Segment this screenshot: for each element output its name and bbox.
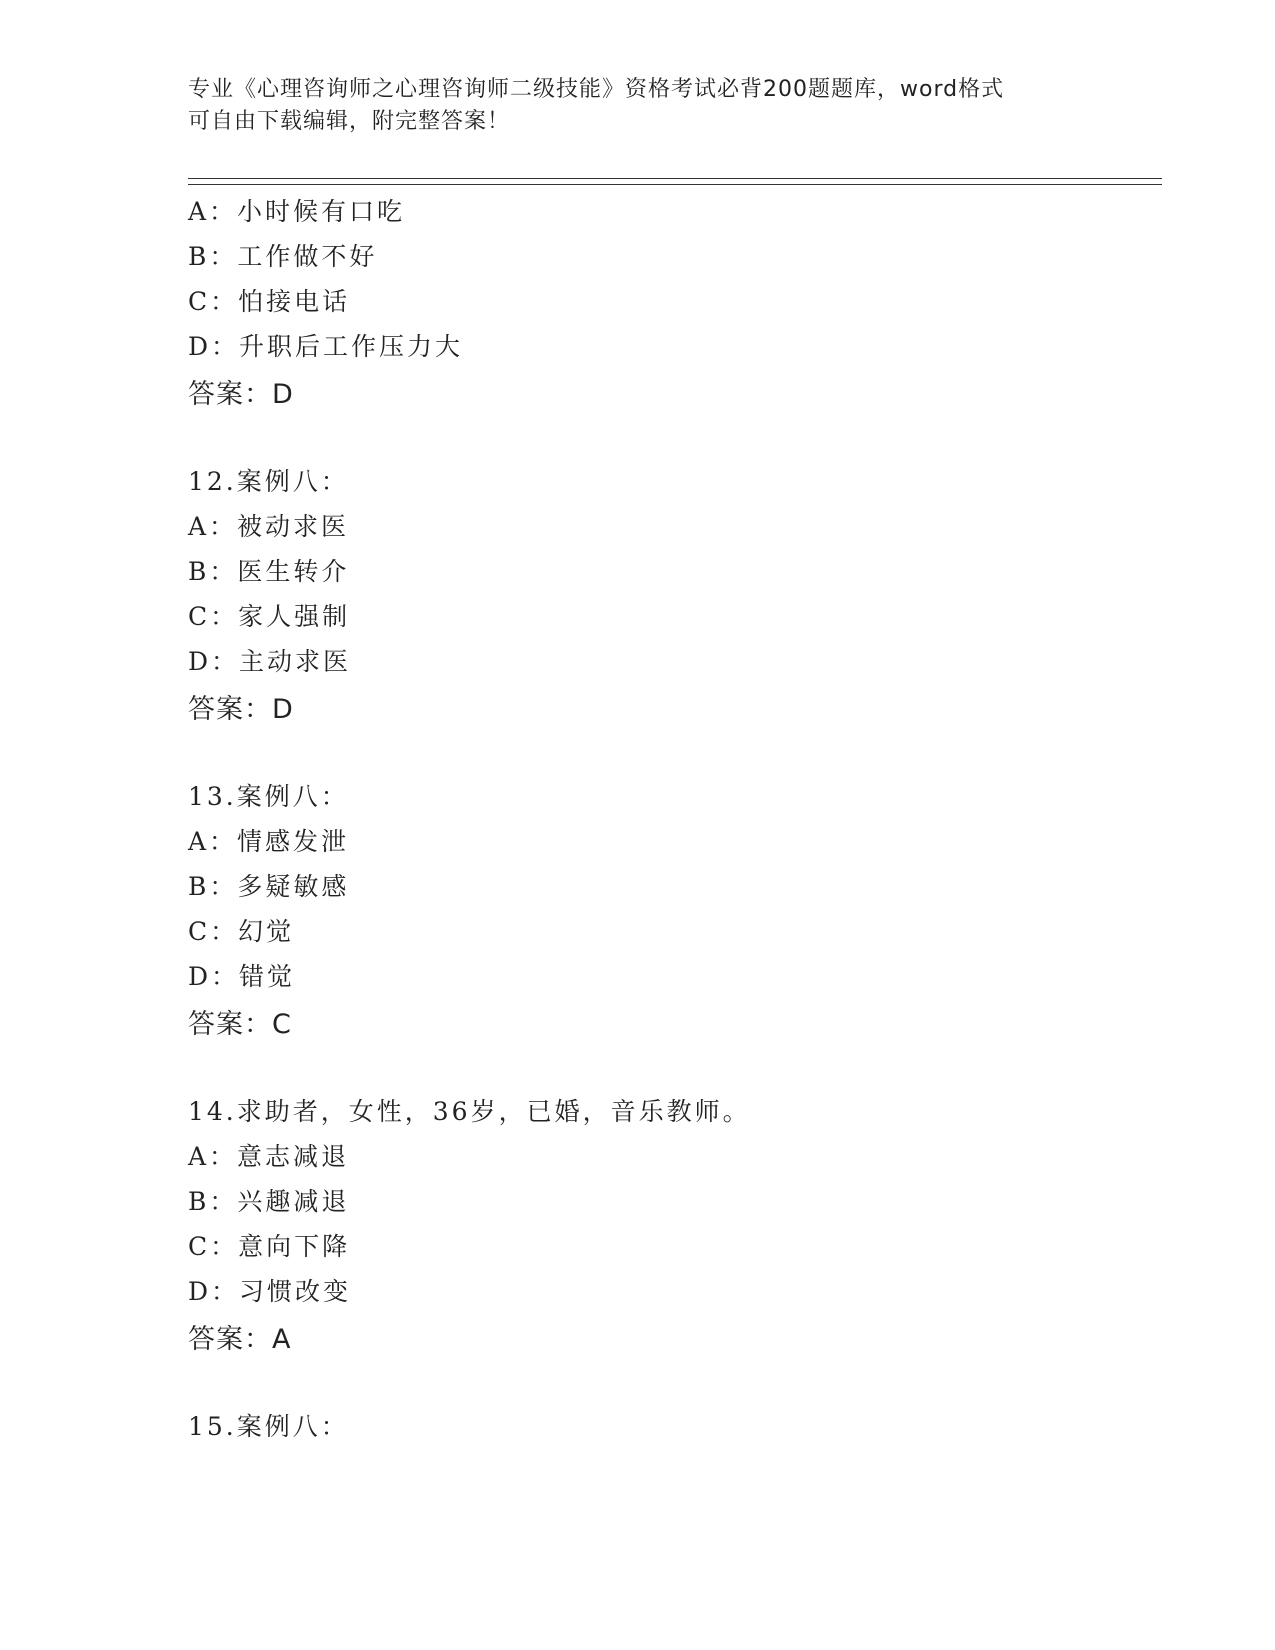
question-text: 12.案例八： bbox=[188, 467, 349, 496]
header-rule-bottom bbox=[188, 184, 1162, 185]
answer-line: 答案：D bbox=[188, 694, 294, 725]
option-c: C：怕接电话 bbox=[188, 287, 351, 316]
option-b: B：工作做不好 bbox=[188, 242, 378, 271]
option-d: D：习惯改变 bbox=[188, 1277, 352, 1306]
question-text: 14.求助者，女性，36岁，已婚，音乐教师。 bbox=[188, 1097, 751, 1126]
option-a: A：意志减退 bbox=[188, 1142, 350, 1171]
option-a: A：情感发泄 bbox=[188, 827, 350, 856]
option-c: C：幻觉 bbox=[188, 917, 295, 946]
document-header bbox=[188, 74, 1068, 138]
option-c: C：家人强制 bbox=[188, 602, 351, 631]
question-text: 15.案例八： bbox=[188, 1412, 349, 1441]
option-b: B：兴趣减退 bbox=[188, 1187, 350, 1216]
answer-line: 答案：A bbox=[188, 1324, 292, 1355]
header-line-1: 专业《心理咨询师之心理咨询师二级技能》资格考试必背200题题库，word格式 bbox=[188, 77, 1005, 102]
option-d: D：错觉 bbox=[188, 962, 296, 991]
header-line-2: 可自由下载编辑，附完整答案！ bbox=[188, 109, 511, 134]
option-d: D：主动求医 bbox=[188, 647, 352, 676]
option-b: B：多疑敏感 bbox=[188, 872, 350, 901]
header-rule-top bbox=[188, 178, 1162, 179]
question-text: 13.案例八： bbox=[188, 782, 349, 811]
option-a: A：小时候有口吃 bbox=[188, 197, 406, 226]
option-b: B：医生转介 bbox=[188, 557, 350, 586]
answer-line: 答案：C bbox=[188, 1009, 292, 1040]
option-d: D：升职后工作压力大 bbox=[188, 332, 464, 361]
option-a: A：被动求医 bbox=[188, 512, 350, 541]
answer-line: 答案：D bbox=[188, 379, 294, 410]
option-c: C：意向下降 bbox=[188, 1232, 351, 1261]
